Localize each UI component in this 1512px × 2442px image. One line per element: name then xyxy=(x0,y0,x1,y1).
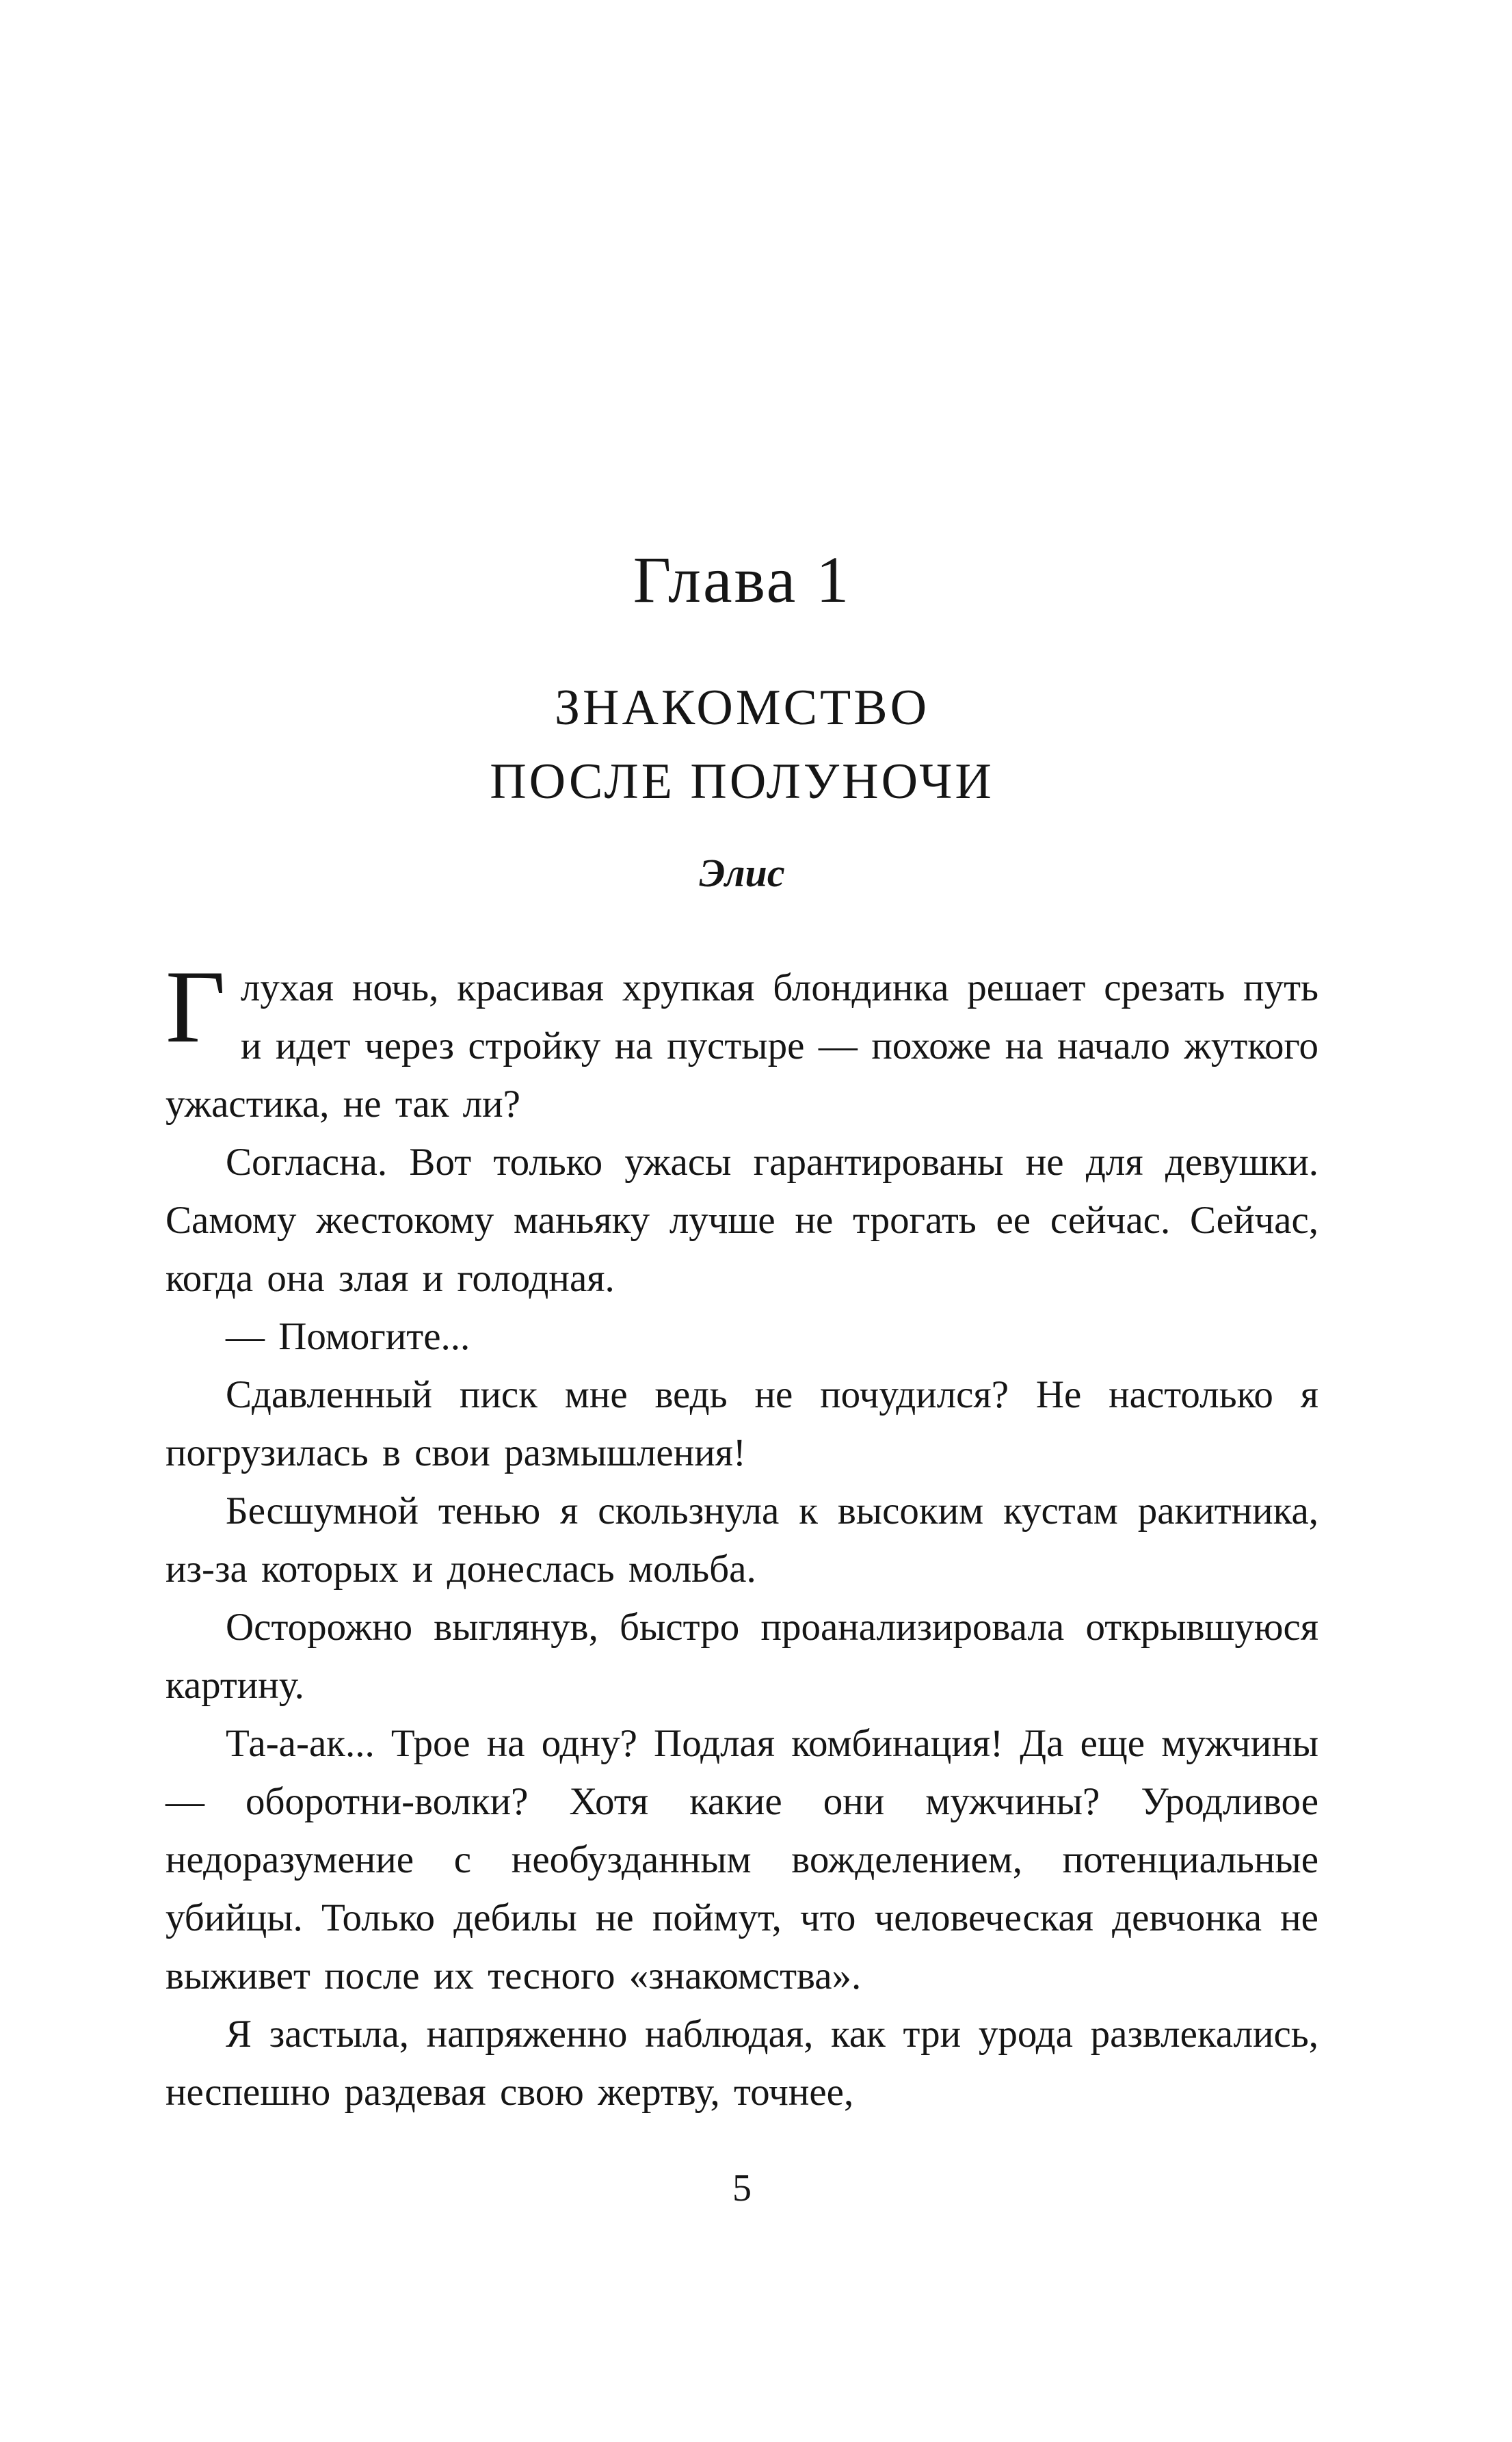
paragraph: Сдавленный писк мне ведь не почудился? Не настолько я погрузилась в свои размышления! xyxy=(165,1373,1318,1474)
section-heading-line1: ЗНАКОМСТВО xyxy=(554,680,930,736)
paragraph: — Помогите... xyxy=(226,1315,470,1358)
section-heading xyxy=(165,671,1318,819)
paragraph: Та-а-ак... Трое на одну? Подлая комбинация! Да еще мужчины — оборотни-волки? Хотя какие они мужчины? Уродливое недоразумение с необузданным вожделением, потенциальные убийцы. Только дебилы не поймут, что человеческая девчонка не выживет после их тесного «знакомства». xyxy=(165,1722,1318,1998)
body-text xyxy=(165,949,1318,2121)
paragraph: Я застыла, напряженно наблюдая, как три урода развлекались, неспешно раздевая свою жертву, точнее, xyxy=(165,2013,1318,2114)
chapter-title: Глава 1 xyxy=(633,543,851,616)
paragraph: Осторожно выглянув, быстро проанализировала открывшуюся картину. xyxy=(165,1606,1318,1707)
paragraph: Согласна. Вот только ужасы гарантированы не для девушки. Самому жестокому маньяку лучше не трогать ее сейчас. Сейчас, когда она злая и голодная. xyxy=(165,1141,1318,1300)
page-number: 5 xyxy=(732,2167,752,2209)
section-heading-line2: ПОСЛЕ ПОЛУНОЧИ xyxy=(490,754,994,810)
pov-subtitle: Элис xyxy=(699,851,785,895)
paragraph: Бесшумной тенью я скользнула к высоким кустам ракитника, из-за которых и донеслась мольба. xyxy=(165,1489,1318,1591)
paragraph: Глухая ночь, красивая хрупкая блондинка решает срезать путь и идет через стройку на пустыре — похоже на начало жуткого ужастика, не так ли? xyxy=(165,949,1318,1126)
text-block xyxy=(165,542,1318,2121)
dropcap-letter: Г xyxy=(165,949,226,1064)
